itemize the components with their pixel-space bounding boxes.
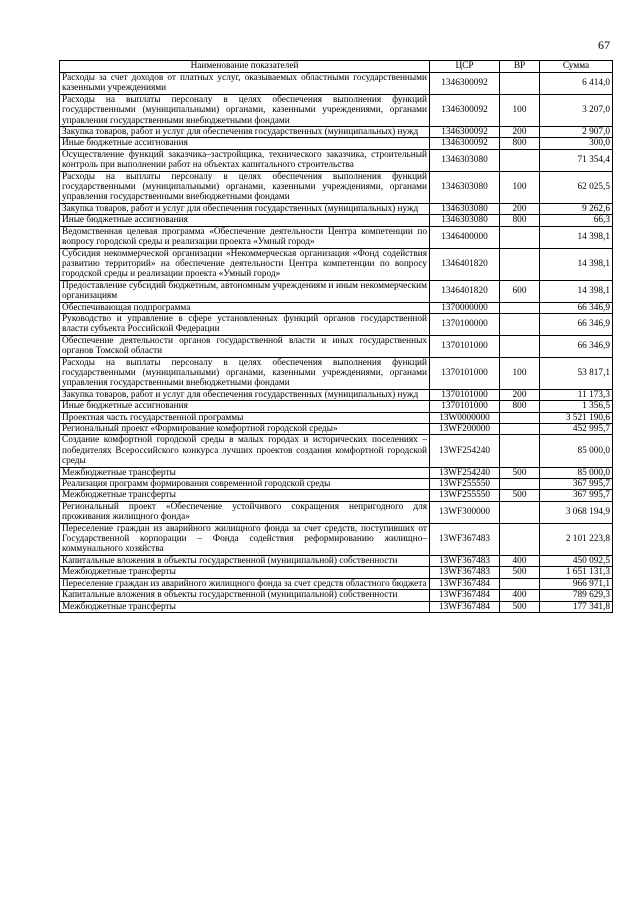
cell-sum: 367 995,7 <box>540 490 613 501</box>
cell-csr: 1346303080 <box>430 171 500 203</box>
cell-csr: 13WF367484 <box>430 590 500 601</box>
cell-csr: 13WF367483 <box>430 555 500 566</box>
cell-sum: 450 092,5 <box>540 555 613 566</box>
cell-vr: 800 <box>500 215 540 226</box>
cell-csr: 13WF367484 <box>430 578 500 589</box>
cell-name: Реализация программ формирования современной городской среды <box>60 479 430 490</box>
table-row <box>60 555 613 566</box>
table-row <box>60 149 613 171</box>
cell-vr: 400 <box>500 590 540 601</box>
cell-sum: 2 907,0 <box>540 127 613 138</box>
cell-vr <box>500 302 540 313</box>
cell-name: Расходы на выплаты персоналу в целях обеспечения выполнения функций государственными (муниципальными) органами, казенными учреждениями, органами управления государственными внебюджетными фондами <box>60 357 430 389</box>
cell-sum: 3 207,0 <box>540 94 613 126</box>
cell-vr <box>500 479 540 490</box>
cell-name: Субсидия некоммерческой организации «Некоммерческая организация «Фонд содействия развитию территорий» на обеспечение деятельности Центра компетенции по вопросу городской среды и реализации проекта «Умный город» <box>60 248 430 280</box>
cell-name: Межбюджетные трансферты <box>60 467 430 478</box>
table-row <box>60 302 613 313</box>
cell-vr <box>500 523 540 555</box>
cell-sum: 66 346,9 <box>540 335 613 357</box>
cell-csr: 1370101000 <box>430 401 500 412</box>
cell-sum: 14 398,1 <box>540 280 613 302</box>
table-row <box>60 578 613 589</box>
cell-csr: 13WF255550 <box>430 479 500 490</box>
header-vr: ВР <box>500 61 540 73</box>
cell-name: Обеспечение деятельности органов государственной власти и иных государственных органов Томской области <box>60 335 430 357</box>
cell-csr: 1370000000 <box>430 302 500 313</box>
cell-csr: 13W0000000 <box>430 412 500 423</box>
cell-vr: 400 <box>500 555 540 566</box>
cell-name: Обеспечивающая подпрограмма <box>60 302 430 313</box>
cell-vr <box>500 578 540 589</box>
cell-sum: 367 995,7 <box>540 479 613 490</box>
cell-sum: 1 651 131,3 <box>540 567 613 578</box>
cell-csr: 1370100000 <box>430 313 500 335</box>
cell-name: Капитальные вложения в объекты государственной (муниципальной) собственности <box>60 590 430 601</box>
cell-vr <box>500 149 540 171</box>
header-sum: Сумма <box>540 61 613 73</box>
cell-csr: 1370101000 <box>430 335 500 357</box>
cell-csr: 1370101000 <box>430 389 500 400</box>
table-row <box>60 171 613 203</box>
cell-vr <box>500 412 540 423</box>
cell-name: Межбюджетные трансферты <box>60 490 430 501</box>
table-body <box>60 73 613 613</box>
table-row <box>60 389 613 400</box>
table-row <box>60 523 613 555</box>
cell-vr: 500 <box>500 567 540 578</box>
cell-sum: 300,0 <box>540 138 613 149</box>
cell-sum: 14 398,1 <box>540 248 613 280</box>
cell-csr: 1346300092 <box>430 138 500 149</box>
cell-csr: 13WF254240 <box>430 467 500 478</box>
cell-vr <box>500 73 540 95</box>
cell-vr: 500 <box>500 490 540 501</box>
cell-vr <box>500 335 540 357</box>
cell-name: Предоставление субсидий бюджетным, автономным учреждениям и иным некоммерческим организациям <box>60 280 430 302</box>
table-row <box>60 567 613 578</box>
cell-sum: 66 346,9 <box>540 302 613 313</box>
cell-sum: 53 817,1 <box>540 357 613 389</box>
cell-sum: 85 000,0 <box>540 435 613 467</box>
cell-name: Межбюджетные трансферты <box>60 601 430 612</box>
cell-csr: 1346303080 <box>430 203 500 214</box>
table-row <box>60 357 613 389</box>
cell-sum: 85 000,0 <box>540 467 613 478</box>
cell-vr: 500 <box>500 467 540 478</box>
cell-vr <box>500 226 540 248</box>
table-row <box>60 203 613 214</box>
table-row <box>60 335 613 357</box>
cell-vr <box>500 424 540 435</box>
cell-sum: 3 068 194,9 <box>540 501 613 523</box>
cell-name: Закупка товаров, работ и услуг для обеспечения государственных (муниципальных) нужд <box>60 389 430 400</box>
cell-name: Переселение граждан из аварийного жилищного фонда за счет средств областного бюджета <box>60 578 430 589</box>
page-number: 67 <box>598 38 610 52</box>
cell-vr: 500 <box>500 601 540 612</box>
cell-sum: 62 025,5 <box>540 171 613 203</box>
table-row <box>60 73 613 95</box>
cell-name: Иные бюджетные ассигнования <box>60 401 430 412</box>
cell-csr: 1346400000 <box>430 226 500 248</box>
cell-csr: 13WF367484 <box>430 601 500 612</box>
cell-name: Закупка товаров, работ и услуг для обеспечения государственных (муниципальных) нужд <box>60 203 430 214</box>
header-name: Наименование показателей <box>60 61 430 73</box>
cell-csr: 1346303080 <box>430 149 500 171</box>
cell-vr <box>500 501 540 523</box>
cell-sum: 966 971,1 <box>540 578 613 589</box>
cell-sum: 66,3 <box>540 215 613 226</box>
cell-name: Расходы за счет доходов от платных услуг, оказываемых областными государственными казенными учреждениями <box>60 73 430 95</box>
cell-csr: 1346300092 <box>430 94 500 126</box>
cell-vr: 200 <box>500 203 540 214</box>
cell-name: Региональный проект «Обеспечение устойчивого сокращения непригодного для проживания жилищного фонда» <box>60 501 430 523</box>
header-csr: ЦСР <box>430 61 500 73</box>
cell-sum: 3 521 190,6 <box>540 412 613 423</box>
cell-vr: 800 <box>500 401 540 412</box>
cell-name: Региональный проект «Формирование комфортной городской среды» <box>60 424 430 435</box>
cell-csr: 13WF254240 <box>430 435 500 467</box>
cell-vr: 100 <box>500 171 540 203</box>
table-row <box>60 94 613 126</box>
cell-name: Руководство и управление в сфере установленных функций органов государственной власти субъекта Российской Федерации <box>60 313 430 335</box>
cell-vr: 100 <box>500 94 540 126</box>
cell-csr: 1346303080 <box>430 215 500 226</box>
cell-name: Иные бюджетные ассигнования <box>60 138 430 149</box>
cell-sum: 6 414,0 <box>540 73 613 95</box>
table-row <box>60 127 613 138</box>
cell-csr: 1346401820 <box>430 248 500 280</box>
cell-name: Осуществление функций заказчика–застройщика, технического заказчика, строительный контроль при выполнении работ на объектах капитального строительства <box>60 149 430 171</box>
cell-csr: 13WF300000 <box>430 501 500 523</box>
cell-name: Ведомственная целевая программа «Обеспечение деятельности Центра компетенции по вопросу городской среды и реализации проекта «Умный город» <box>60 226 430 248</box>
table-row <box>60 590 613 601</box>
cell-csr: 1346300092 <box>430 127 500 138</box>
table-row <box>60 490 613 501</box>
cell-vr <box>500 248 540 280</box>
cell-csr: 13WF255550 <box>430 490 500 501</box>
cell-sum: 177 341,8 <box>540 601 613 612</box>
cell-sum: 452 995,7 <box>540 424 613 435</box>
cell-name: Создание комфортной городской среды в малых городах и исторических поселениях – победителях Всероссийского конкурса лучших проектов создания комфортной городской среды <box>60 435 430 467</box>
table-row <box>60 313 613 335</box>
table-row <box>60 138 613 149</box>
cell-name: Проектная часть государственной программы <box>60 412 430 423</box>
cell-name: Капитальные вложения в объекты государственной (муниципальной) собственности <box>60 555 430 566</box>
table-row <box>60 248 613 280</box>
cell-vr: 200 <box>500 389 540 400</box>
table-row <box>60 215 613 226</box>
cell-sum: 66 346,9 <box>540 313 613 335</box>
cell-csr: 1370101000 <box>430 357 500 389</box>
cell-sum: 14 398,1 <box>540 226 613 248</box>
cell-name: Межбюджетные трансферты <box>60 567 430 578</box>
cell-vr <box>500 435 540 467</box>
cell-vr: 600 <box>500 280 540 302</box>
cell-vr: 800 <box>500 138 540 149</box>
cell-name: Иные бюджетные ассигнования <box>60 215 430 226</box>
table-row <box>60 479 613 490</box>
cell-csr: 13WF367483 <box>430 567 500 578</box>
cell-name: Расходы на выплаты персоналу в целях обеспечения выполнения функций государственными (муниципальными) органами, казенными учреждениями, органами управления государственными внебюджетными фондами <box>60 171 430 203</box>
cell-csr: 13WF200000 <box>430 424 500 435</box>
table-row <box>60 424 613 435</box>
cell-sum: 11 173,3 <box>540 389 613 400</box>
cell-vr: 200 <box>500 127 540 138</box>
cell-sum: 789 629,3 <box>540 590 613 601</box>
table-row <box>60 401 613 412</box>
cell-sum: 2 101 223,8 <box>540 523 613 555</box>
cell-name: Закупка товаров, работ и услуг для обеспечения государственных (муниципальных) нужд <box>60 127 430 138</box>
cell-vr <box>500 313 540 335</box>
table-row <box>60 280 613 302</box>
cell-name: Расходы на выплаты персоналу в целях обеспечения выполнения функций государственными (муниципальными) органами, казенными учреждениями, органами управления государственными внебюджетными фондами <box>60 94 430 126</box>
cell-sum: 1 356,5 <box>540 401 613 412</box>
table-row <box>60 435 613 467</box>
cell-name: Переселение граждан из аварийного жилищного фонда за счет средств, поступивших от Государственной корпорации – Фонда содействия реформированию жилищно–коммунального хозяйства <box>60 523 430 555</box>
cell-sum: 9 262,6 <box>540 203 613 214</box>
table-row <box>60 226 613 248</box>
table-row <box>60 601 613 612</box>
table-header-row <box>60 61 613 73</box>
table-row <box>60 467 613 478</box>
budget-table <box>59 60 613 613</box>
table-row <box>60 501 613 523</box>
cell-csr: 1346401820 <box>430 280 500 302</box>
cell-csr: 13WF367483 <box>430 523 500 555</box>
cell-csr: 1346300092 <box>430 73 500 95</box>
table-row <box>60 412 613 423</box>
cell-vr: 100 <box>500 357 540 389</box>
cell-sum: 71 354,4 <box>540 149 613 171</box>
